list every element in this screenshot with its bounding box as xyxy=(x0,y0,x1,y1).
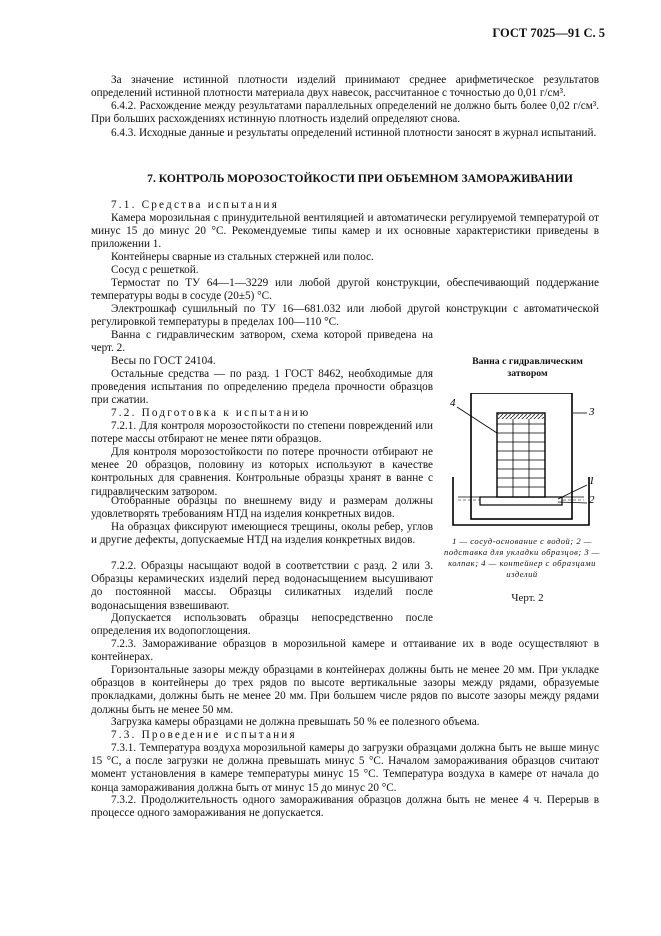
paragraph-allowed: Допускается использовать образцы непосредственно после определения их водопоглощения. xyxy=(91,612,433,638)
section-title: 7. КОНТРОЛЬ МОРОЗОСТОЙКОСТИ ПРИ ОБЪЕМНОМ ЗАМОРАЖИВАНИИ xyxy=(147,172,573,185)
paragraph-6-4-2: 6.4.2. Расхождение между результатами параллельных определений не должно быть более 0,02 г/см³. При больших расхождениях истинную плотность изделий определяют снова. xyxy=(91,100,599,126)
paragraph-other-means: Остальные средства — по разд. 1 ГОСТ 8462, необходимые для проведения испытания по определению предела прочности образцов при сжатии. xyxy=(91,368,433,407)
figure-title: Ванна с гидравлическим затвором xyxy=(472,356,583,379)
paragraph-6-4-3: 6.4.3. Исходные данные и результаты определений истинной плотности заносят в журнал испытаний. xyxy=(111,127,597,139)
figure-number: Черт. 2 xyxy=(511,592,544,604)
paragraph-freezer: Камера морозильная с принудительной вентиляцией и автоматически регулируемой температурой от минус 15 до минус 20 °С. Рекомендуемые типы камер и их основные характеристики приведены в приложении 1. xyxy=(91,212,599,251)
paragraph-drying-cabinet: Электрошкаф сушильный по ТУ 16—681.032 или любой другой конструкции с автоматической регулировкой температуры в пределах 100—110 °С. xyxy=(91,303,599,329)
paragraph-scales: Весы по ГОСТ 24104. xyxy=(111,355,216,367)
paragraph-defects: На образцах фиксируют имеющиеся трещины, околы ребер, углов и другие дефекты, допускаемые НТД на изделия конкретных видов. xyxy=(91,521,433,547)
label-1: 1 xyxy=(589,475,595,487)
paragraph-7-2-1: 7.2.1. Для контроля морозостойкости по степени повреждений или потере массы отбирают не менее пяти образцов. xyxy=(91,420,433,446)
paragraph-7-3-1: 7.3.1. Температура воздуха морозильной камеры до загрузки образцами должна быть не выше минус 15 °С, а после загрузки не должна превышать минус 5 °С. Началом замораживания образцов считают момент установления в камере температуры минус 15 °С. Температура воздуха в камере от начала до конца замораживания должна быть от минус 15 до минус 20 °С. xyxy=(91,742,599,794)
subsection-7-1-title: 7.1. Средства испытания xyxy=(111,199,280,211)
paragraph-containers: Контейнеры сварные из стальных стержней или полос. xyxy=(111,251,374,263)
paragraph-7-2-2: 7.2.2. Образцы насыщают водой в соответствии с разд. 2 или 3. Образцы керамических изделий перед водонасыщением высушивают до постоянной массы. Образцы силикатных изделий после водонасыщения взвешивают. xyxy=(91,560,433,612)
paragraph-gaps: Горизонтальные зазоры между образцами в контейнерах должны быть не менее 20 мм. При укладке образцов в контейнеры до трех рядов по высоте вертикальные зазоры между рядами, образуемые прокладками, должны быть не менее 20 мм. При большем числе рядов по высоте зазоры между рядами должны быть не менее 50 мм. xyxy=(91,664,599,716)
label-2: 2 xyxy=(589,494,595,506)
paragraph-load: Загрузка камеры образцами не должна превышать 50 % ее полезного объема. xyxy=(111,716,480,728)
paragraph-selected-samples: Отобранные образцы по внешнему виду и размерам должны удовлетворять требованиям НТД на изделия конкретных видов. xyxy=(91,495,433,521)
label-3: 3 xyxy=(589,406,595,418)
paragraph-bath: Ванна с гидравлическим затвором, схема которой приведена на черт. 2. xyxy=(91,329,433,355)
subsection-7-3-title: 7.3. Проведение испытания xyxy=(111,729,297,741)
bath-diagram xyxy=(440,393,615,533)
paragraph-thermostat: Термостат по ТУ 64—1—3229 или любой другой конструкции, обеспечивающий поддержание температуры воды в сосуде (20±5) °С. xyxy=(91,277,599,303)
paragraph-7-3-2: 7.3.2. Продолжительность одного замораживания образцов должна быть не менее 4 ч. Перерыв в процессе одного замораживания не допускается. xyxy=(91,794,599,820)
paragraph-7-2-3: 7.2.3. Замораживание образцов в морозильной камере и оттаивание их в воде осуществляют в контейнерах. xyxy=(91,638,599,664)
label-4: 4 xyxy=(450,397,456,409)
paragraph-vessel: Сосуд с решеткой. xyxy=(111,264,199,276)
sample-container xyxy=(497,413,545,497)
paragraph-strength-loss: Для контроля морозостойкости по потере прочности отбирают не менее 20 образцов, половину из которых используют в качестве контрольных для сравнения. Контрольные образцы хранят в ванне с гидравлическим затвором. xyxy=(91,446,433,498)
subsection-7-2-title: 7.2. Подготовка к испытанию xyxy=(111,407,311,419)
page-header: ГОСТ 7025—91 С. 5 xyxy=(492,26,605,40)
figure-caption: 1 — сосуд-основание с водой; 2 — подставка для укладки образцов; 3 — колпак; 4 — контейнер с образцами изделий xyxy=(444,536,600,579)
stand xyxy=(480,497,562,505)
paragraph-density-average: За значение истинной плотности изделий принимают среднее арифметическое результатов определений истинной плотности материала двух навесок, рассчитанное с точностью до 0,01 г/см³. xyxy=(91,74,599,100)
